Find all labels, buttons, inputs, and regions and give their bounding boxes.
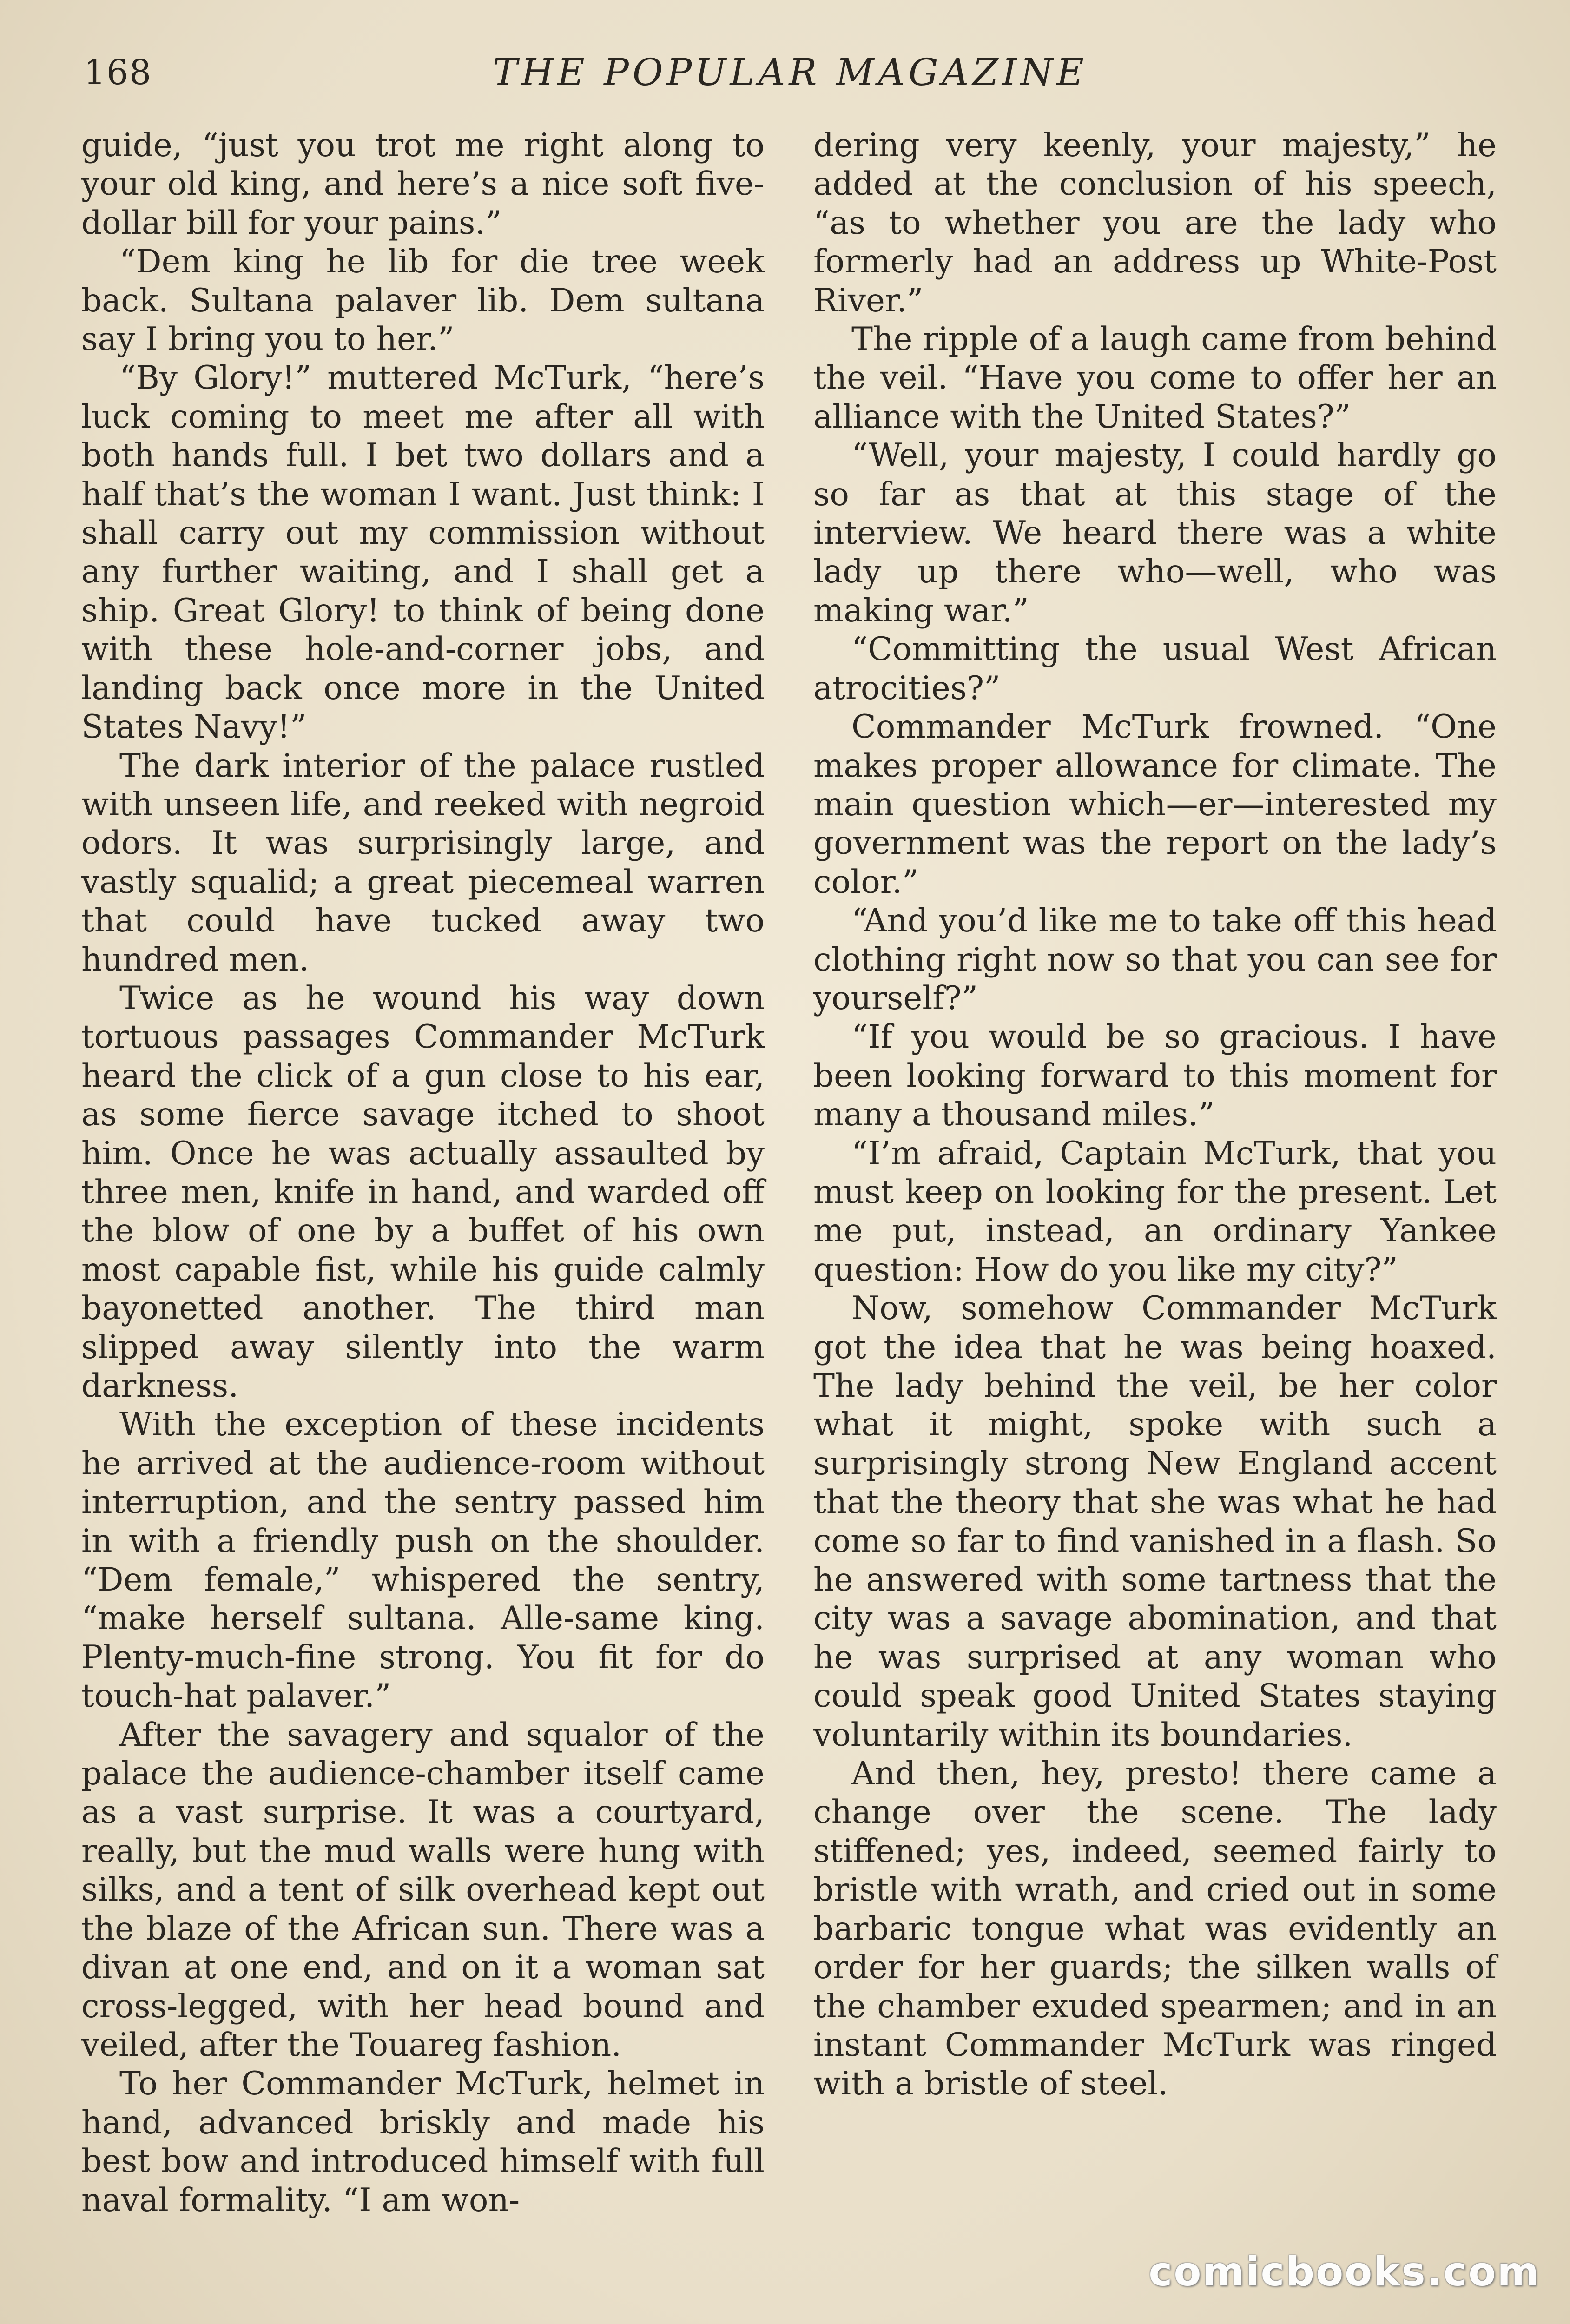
paragraph: “If you would be so gracious. I have been looking forward to this moment for many a thousand miles.”	[813, 1018, 1497, 1134]
paragraph: With the exception of these incidents he arrived at the audience-room without interruption, and the sentry passed him in with a friendly push on the shoulder. “Dem female,” whispered the sentry, “make herself sultana. Alle-same king. Plenty-much-fine strong. You fit for do touch-hat palaver.”	[81, 1406, 765, 1715]
paragraph: The dark interior of the palace rustled with unseen life, and reeked with negroid odors. It was surprisingly large, and vastly squalid; a great piecemeal warren that could have tucked away two hundred men.	[81, 747, 765, 978]
running-title: THE POPULAR MAGAZINE	[493, 51, 1088, 94]
site-watermark: comicbooks.com	[1148, 2249, 1540, 2295]
right-column	[813, 126, 1497, 2104]
paragraph: Now, somehow Commander McTurk got the idea that he was being hoaxed. The lady behind the veil, be her color what it might, spoke with such a surprisingly strong New England accent that the theory that she was what he had come so far to find vanished in a flash. So he answered with some tartness that the city was a savage abomination, and that he was surprised at any woman who could speak good United States staying voluntarily within its boundaries.	[813, 1290, 1497, 1754]
paragraph: Twice as he wound his way down tortuous passages Commander McTurk heard the click of a gun close to his ear, as some fierce savage itched to shoot him. Once he was actually assaulted by three men, knife in hand, and warded off the blow of one by a buffet of his own most capable fist, while his guide calmly bayonetted another. The third man slipped away silently into the warm darkness.	[81, 979, 765, 1405]
paragraph: “Committing the usual West African atrocities?”	[813, 631, 1497, 707]
paragraph: “I’m afraid, Captain McTurk, that you must keep on looking for the present. Let me put, instead, an ordinary Yankee question: How do you like my city?”	[813, 1135, 1497, 1288]
paragraph: To her Commander McTurk, helmet in hand, advanced briskly and made his best bow and introduced himself with full naval formality. “I am won-	[81, 2065, 765, 2219]
page-number: 168	[84, 53, 152, 92]
paragraph: dering very keenly, your majesty,” he added at the conclusion of his speech, “as to whether you are the lady who formerly had an address up White-Post River.”	[813, 127, 1497, 319]
paragraph: After the savagery and squalor of the palace the audience-chamber itself came as a vast surprise. It was a courtyard, really, but the mud walls were hung with silks, and a tent of silk overhead kept out the blaze of the African sun. There was a divan at one end, and on it a woman sat cross-legged, with her head bound and veiled, after the Touareg fashion.	[81, 1716, 765, 2064]
paragraph: “Well, your majesty, I could hardly go so far as that at this stage of the interview. We heard there was a white lady up there who—well, who was making war.”	[813, 437, 1497, 629]
left-column	[81, 126, 765, 2220]
paragraph: Commander McTurk frowned. “One makes proper allowance for climate. The main question which—er—interested my government was the report on the lady’s color.”	[813, 708, 1497, 901]
paragraph: guide, “just you trot me right along to your old king, and here’s a nice soft five-dollar bill for your pains.”	[81, 127, 765, 242]
paragraph: The ripple of a laugh came from behind the veil. “Have you come to offer her an alliance with the United States?”	[813, 321, 1497, 436]
paragraph: “And you’d like me to take off this head clothing right now so that you can see for yourself?”	[813, 902, 1497, 1017]
paragraph: “By Glory!” muttered McTurk, “here’s luck coming to meet me after all with both hands full. I bet two dollars and a half that’s the woman I want. Just think: I shall carry out my commission without any further waiting, and I shall get a ship. Great Glory! to think of being done with these hole-and-corner jobs, and landing back once more in the United States Navy!”	[81, 359, 765, 746]
page-header	[84, 45, 1497, 100]
paragraph: “Dem king he lib for die tree week back. Sultana palaver lib. Dem sultana say I bring you to her.”	[81, 243, 765, 358]
paragraph: And then, hey, presto! there came a change over the scene. The lady stiffened; yes, indeed, seemed fairly to bristle with wrath, and cried out in some barbaric tongue what was evidently an order for her guards; the silken walls of the chamber exuded spearmen; and in an instant Commander McTurk was ringed with a bristle of steel.	[813, 1755, 1497, 2103]
